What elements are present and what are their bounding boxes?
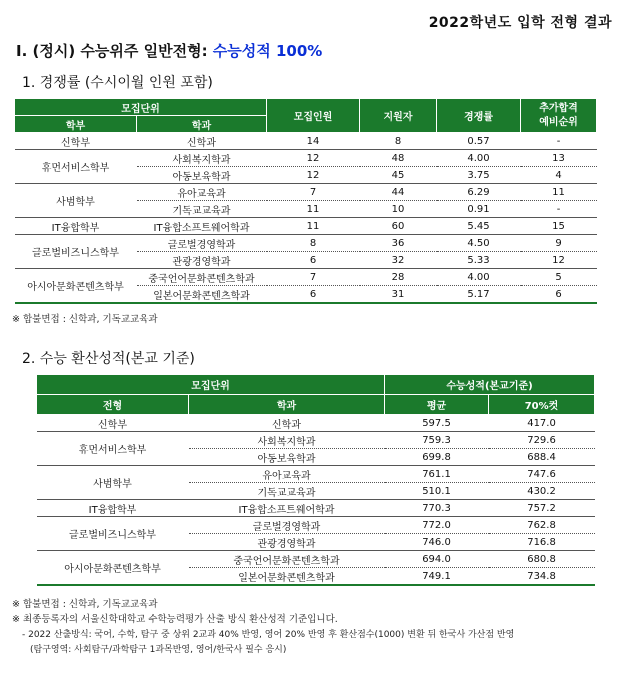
quota-cell: 12: [267, 150, 360, 167]
dept-cell: 아동보육학과: [189, 449, 385, 466]
table-row: [37, 466, 595, 483]
cut-cell: 716.8: [489, 534, 595, 551]
dept-cell: 사회복지학과: [189, 432, 385, 449]
dept-cell: 일본어문화콘텐츠학과: [137, 286, 267, 304]
section-roman: Ⅰ.: [16, 42, 28, 60]
dept-cell: 신학과: [137, 133, 267, 150]
header-avg: 평균: [385, 395, 489, 415]
applicants-cell: 31: [360, 286, 437, 304]
dept-cell: 관광경영학과: [189, 534, 385, 551]
dept-cell: 기독교교육과: [137, 201, 267, 218]
applicants-cell: 45: [360, 167, 437, 184]
dept-cell: 중국언어문화콘텐츠학과: [189, 551, 385, 568]
faculty-cell: 휴먼서비스학부: [37, 432, 189, 466]
extra-cell: 4: [521, 167, 597, 184]
quota-cell: 8: [267, 235, 360, 252]
extra-cell: 13: [521, 150, 597, 167]
extra-cell: -: [521, 133, 597, 150]
avg-cell: 770.3: [385, 500, 489, 517]
avg-cell: 510.1: [385, 483, 489, 500]
quota-cell: 14: [267, 133, 360, 150]
cut-cell: 417.0: [489, 415, 595, 432]
dept-cell: 신학과: [189, 415, 385, 432]
dept-cell: 유아교육과: [137, 184, 267, 201]
faculty-cell: IT융합학부: [15, 218, 137, 235]
ratio-cell: 5.45: [437, 218, 521, 235]
note-score-basis: ※ 최종등록자의 서울신학대학교 수학능력평가 산출 방식 환산성적 기준입니다.: [12, 614, 338, 625]
dept-cell: 관광경영학과: [137, 252, 267, 269]
dept-cell: IT융합소프트웨어학과: [189, 500, 385, 517]
table-row: [15, 150, 597, 167]
avg-cell: 761.1: [385, 466, 489, 483]
extra-cell: -: [521, 201, 597, 218]
quota-cell: 7: [267, 184, 360, 201]
avg-cell: 772.0: [385, 517, 489, 534]
note-calc-method: - 2022 산출방식: 국어, 수학, 탐구 중 상위 2교과 40% 반영, 영어 20% 반영 후 환산점수(1000) 변환 뒤 한국사 가산점 반영: [22, 630, 515, 640]
extra-cell: 5: [521, 269, 597, 286]
faculty-cell: 글로벌비즈니스학부: [15, 235, 137, 269]
dept-cell: 글로벌경영학과: [137, 235, 267, 252]
extra-cell: 15: [521, 218, 597, 235]
applicants-cell: 60: [360, 218, 437, 235]
quota-cell: 6: [267, 252, 360, 269]
cut-cell: 688.4: [489, 449, 595, 466]
header-dept: 학과: [189, 395, 385, 415]
header-dept: 학과: [137, 116, 267, 133]
cut-cell: 734.8: [489, 568, 595, 586]
faculty-cell: 사범학부: [15, 184, 137, 218]
table-row: [15, 133, 597, 150]
ratio-cell: 0.91: [437, 201, 521, 218]
header-cut: 70%컷: [489, 395, 595, 415]
extra-cell: 12: [521, 252, 597, 269]
faculty-cell: 글로벌비즈니스학부: [37, 517, 189, 551]
header-faculty: 학부: [15, 116, 137, 133]
cut-cell: 762.8: [489, 517, 595, 534]
applicants-cell: 36: [360, 235, 437, 252]
header-group: 모집단위: [37, 375, 385, 395]
page-title: 2022학년도 입학 전형 결과: [428, 15, 612, 31]
ratio-cell: 4.50: [437, 235, 521, 252]
extra-cell: 9: [521, 235, 597, 252]
faculty-cell: 신학부: [37, 415, 189, 432]
applicants-cell: 44: [360, 184, 437, 201]
faculty-cell: 아시아문화콘텐츠학부: [37, 551, 189, 586]
dept-cell: 기독교교육과: [189, 483, 385, 500]
ratio-cell: 6.29: [437, 184, 521, 201]
section-highlight: 수능성적 100%: [212, 42, 323, 60]
table-row: [37, 551, 595, 568]
subheading-scores: 2. 수능 환산성적(본교 기준): [22, 351, 195, 367]
section-prefix: (정시) 수능위주 일반전형:: [32, 42, 213, 60]
table-row: [15, 235, 597, 252]
note-subject: (탐구영역: 사회탐구/과학탐구 1과목반영, 영어/한국사 필수 응시): [30, 645, 287, 655]
competition-table: [14, 98, 597, 304]
faculty-cell: IT융합학부: [37, 500, 189, 517]
avg-cell: 694.0: [385, 551, 489, 568]
note-interview-1: ※ 합불면접 : 신학과, 기독교교육과: [12, 314, 158, 325]
header-faculty: 전형: [37, 395, 189, 415]
cut-cell: 430.2: [489, 483, 595, 500]
quota-cell: 6: [267, 286, 360, 304]
avg-cell: 749.1: [385, 568, 489, 586]
dept-cell: 아동보육학과: [137, 167, 267, 184]
faculty-cell: 신학부: [15, 133, 137, 150]
avg-cell: 699.8: [385, 449, 489, 466]
scores-table: [36, 374, 595, 586]
dept-cell: IT융합소프트웨어학과: [137, 218, 267, 235]
table-row: [37, 517, 595, 534]
extra-cell: 6: [521, 286, 597, 304]
header-extra-line1: 추가합격: [539, 102, 578, 114]
header-group: 모집단위: [15, 99, 267, 116]
extra-cell: 11: [521, 184, 597, 201]
quota-cell: 11: [267, 218, 360, 235]
header-extra-line2: 예비순위: [539, 116, 578, 128]
cut-cell: 747.6: [489, 466, 595, 483]
table-row: [15, 184, 597, 201]
ratio-cell: 0.57: [437, 133, 521, 150]
quota-cell: 11: [267, 201, 360, 218]
quota-cell: 12: [267, 167, 360, 184]
ratio-cell: 5.33: [437, 252, 521, 269]
avg-cell: 759.3: [385, 432, 489, 449]
table-row: [37, 500, 595, 517]
dept-cell: 사회복지학과: [137, 150, 267, 167]
table-row: [15, 269, 597, 286]
dept-cell: 일본어문화콘텐츠학과: [189, 568, 385, 586]
faculty-cell: 휴먼서비스학부: [15, 150, 137, 184]
faculty-cell: 사범학부: [37, 466, 189, 500]
applicants-cell: 10: [360, 201, 437, 218]
header-score: 수능성적(본교기준): [385, 375, 595, 395]
header-applicants: 지원자: [360, 99, 437, 133]
table-row: [15, 218, 597, 235]
table-row: [37, 432, 595, 449]
note-interview-2: ※ 합불면접 : 신학과, 기독교교육과: [12, 599, 158, 610]
table-row: [37, 415, 595, 432]
subheading-competition: 1. 경쟁률 (수시이월 인원 포함): [22, 75, 213, 91]
applicants-cell: 28: [360, 269, 437, 286]
header-extra: [521, 99, 597, 133]
section-heading: [16, 40, 322, 61]
ratio-cell: 3.75: [437, 167, 521, 184]
ratio-cell: 4.00: [437, 150, 521, 167]
quota-cell: 7: [267, 269, 360, 286]
cut-cell: 757.2: [489, 500, 595, 517]
applicants-cell: 8: [360, 133, 437, 150]
avg-cell: 746.0: [385, 534, 489, 551]
dept-cell: 유아교육과: [189, 466, 385, 483]
cut-cell: 729.6: [489, 432, 595, 449]
faculty-cell: 아시아문화콘텐츠학부: [15, 269, 137, 304]
cut-cell: 680.8: [489, 551, 595, 568]
ratio-cell: 5.17: [437, 286, 521, 304]
dept-cell: 글로벌경영학과: [189, 517, 385, 534]
dept-cell: 중국언어문화콘텐츠학과: [137, 269, 267, 286]
header-quota: 모집인원: [267, 99, 360, 133]
avg-cell: 597.5: [385, 415, 489, 432]
applicants-cell: 48: [360, 150, 437, 167]
header-ratio: 경쟁률: [437, 99, 521, 133]
ratio-cell: 4.00: [437, 269, 521, 286]
applicants-cell: 32: [360, 252, 437, 269]
